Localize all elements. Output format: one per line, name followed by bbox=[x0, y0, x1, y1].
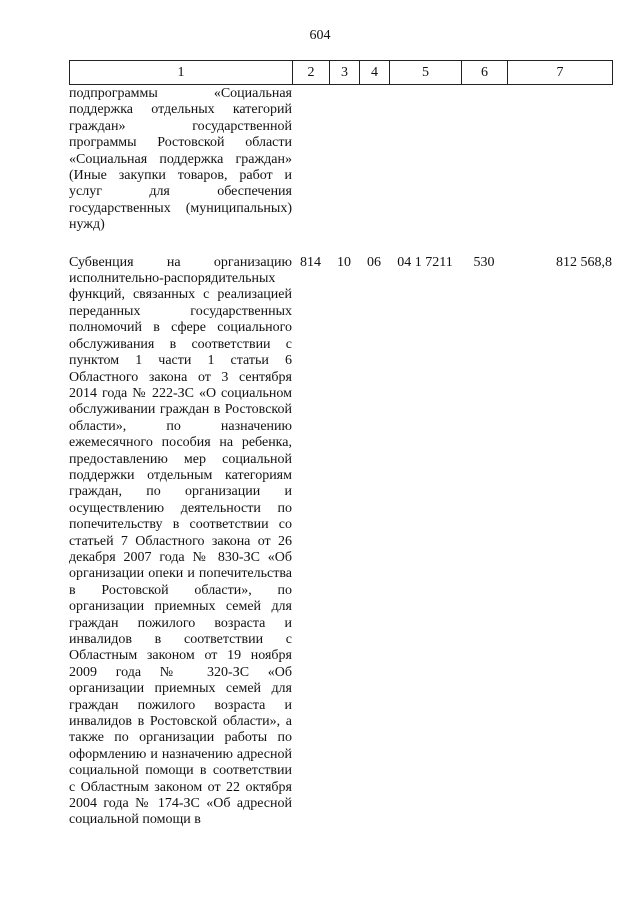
table-row bbox=[69, 255, 612, 829]
header-col-4: 4 bbox=[360, 61, 390, 85]
row-description bbox=[69, 86, 292, 234]
row-amount: 812 568,8 bbox=[556, 254, 612, 270]
header-col-7: 7 bbox=[508, 61, 613, 85]
table-header bbox=[69, 60, 613, 85]
header-col-3: 3 bbox=[330, 61, 360, 85]
row-gap bbox=[69, 234, 612, 255]
row-section: 10 bbox=[337, 254, 351, 270]
header-row bbox=[70, 61, 613, 85]
row-description bbox=[69, 255, 292, 829]
row-admin-code: 814 bbox=[300, 254, 321, 270]
header-col-6: 6 bbox=[462, 61, 508, 85]
row-target-article: 04 1 7211 bbox=[397, 254, 453, 270]
header-col-2: 2 bbox=[293, 61, 330, 85]
header-col-1: 1 bbox=[70, 61, 293, 85]
table-body bbox=[69, 86, 612, 829]
table-row bbox=[69, 86, 612, 234]
row-subsection: 06 bbox=[367, 254, 381, 270]
row-description-text: подпрограммы «Социальная поддержка отдельных категорий граждан» государственной программы Ростовской области «Социальная поддержка граждан» (Иные закупки товаров, работ и услуг для обеспечения государственных (муниципальных) нужд) bbox=[69, 86, 292, 233]
row-description-text: Субвенция на организацию исполнительно-распорядительных функций, связанных с реализацией переданных государственных полномочий в сфере социального обслуживания в соответствии с пунктом 1 части 1 статьи 6 Областного закона от 3 сентября 2014 года № 222-ЗС «О социальном обслуживании граждан в Ростовской области», по назначению ежемесячного пособия на ребенка, предоставлению мер социальной поддержки отдельным категориям граждан, по организации и осуществлению деятельности по попечительству в соответствии со статьей 7 Областного закона от 26 декабря 2007 года № 830-ЗС «Об организации опеки и попечительства в Ростовской области», по организации приемных семей для граждан пожилого возраста и инвалидов в соответствии с Областным законом от 19 ноября 2009 года № 320-ЗС «Об организации приемных семей для граждан пожилого возраста и инвалидов в Ростовской области», а также по организации работы по оформлению и назначению адресной социальной помощи в соответствии с Областным законом от 22 октября 2004 года № 174-ЗС «Об адресной социальной помощи в bbox=[69, 254, 292, 828]
page-number: 604 bbox=[309, 28, 331, 43]
row-expense-type: 530 bbox=[473, 254, 495, 270]
header-col-5: 5 bbox=[390, 61, 462, 85]
